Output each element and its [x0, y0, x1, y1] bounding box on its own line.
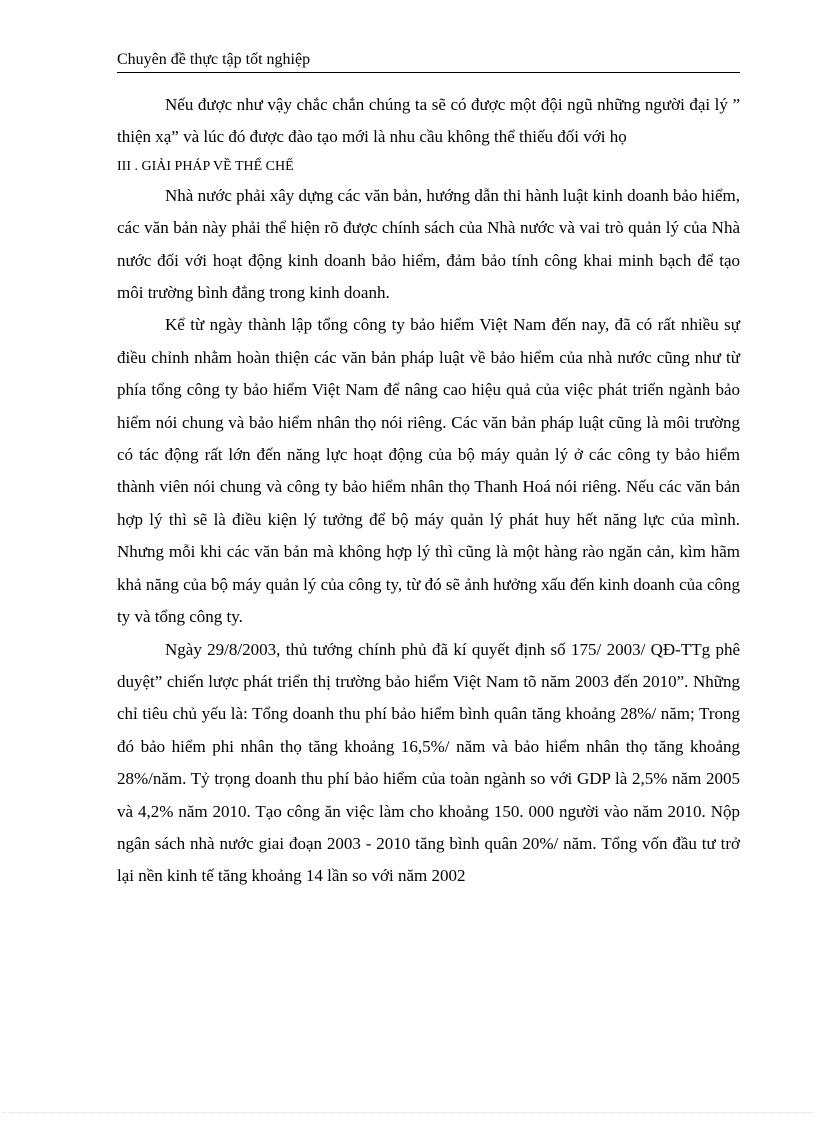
paragraph-state-regulation: Nhà nước phải xây dựng các văn bản, hướng dẫn thi hành luật kinh doanh bảo hiểm, các văn bản này phải thể hiện rõ được chính sách của Nhà nước và vai trò quản lý của Nhà nước đối với hoạt động kinh doanh bảo hiểm, đảm bảo tính công khai minh bạch để tạo môi trường bình đẳng trong kinh doanh. — [117, 185, 740, 303]
page-bottom-divider — [3, 1112, 813, 1113]
paragraph-agents: Nếu được như vậy chắc chắn chúng ta sẽ có được một đội ngũ những người đại lý ” thiện xạ” và lúc đó được đào tạo mới là nhu cầu không thể thiếu đối với họ — [117, 95, 740, 147]
header-title: Chuyên đề thực tập tốt nghiệp — [117, 51, 311, 68]
document-body — [117, 89, 740, 893]
section-heading: III . GIẢI PHÁP VỀ THỂ CHẾ — [117, 158, 294, 174]
paragraph-legal-framework: Kể từ ngày thành lập tổng công ty bảo hiểm Việt Nam đến nay, đã có rất nhiều sự điều chỉnh nhằm hoàn thiện các văn bản pháp luật về bảo hiểm của nhà nước cũng như từ phía tổng công ty bảo hiểm Việt Nam để nâng cao hiệu quả của việc phát triển ngành bảo hiểm nói chung và bảo hiểm nhân thọ nói riêng. Các văn bản pháp luật cũng là môi trường có tác động rất lớn đến năng lực hoạt động của bộ máy quản lý ở các công ty bảo hiểm thành viên nói chung và công ty bảo hiểm nhân thọ Thanh Hoá nói riêng. Nếu các văn bản hợp lý thì sẽ là điều kiện lý tưởng để bộ máy quản lý phát huy hết năng lực của mình. Nhưng mỗi khi các văn bản mà không hợp lý thì cũng là một hàng rào ngăn cản, kìm hãm khả năng của bộ máy quản lý của công ty, từ đó sẽ ảnh hưởng xấu đến kinh doanh của công ty và tổng công ty. — [117, 315, 740, 627]
paragraph-strategy-2003-2010: Ngày 29/8/2003, thủ tướng chính phủ đã kí quyết định số 175/ 2003/ QĐ-TTg phê duyệt” chiến lược phát triển thị trường bảo hiểm Việt Nam tõ năm 2003 đến 2010”. Những chỉ tiêu chủ yếu là: Tổng doanh thu phí bảo hiểm bình quân tăng khoảng 28%/ năm; Trong đó bảo hiểm phi nhân thọ tăng khoảng 16,5%/ năm và bảo hiểm nhân thọ tăng khoảng 28%/năm. Tỷ trọng doanh thu phí bảo hiểm của toàn ngành so với GDP là 2,5% năm 2005 và 4,2% năm 2010. Tạo công ăn việc làm cho khoảng 150. 000 người vào năm 2010. Nộp ngân sách nhà nước giai đoạn 2003 - 2010 tăng bình quân 20%/ năm. Tổng vốn đầu tư trở lại nền kinh tế tăng khoảng 14 lần so với năm 2002 — [117, 639, 740, 886]
page-header — [117, 50, 740, 73]
